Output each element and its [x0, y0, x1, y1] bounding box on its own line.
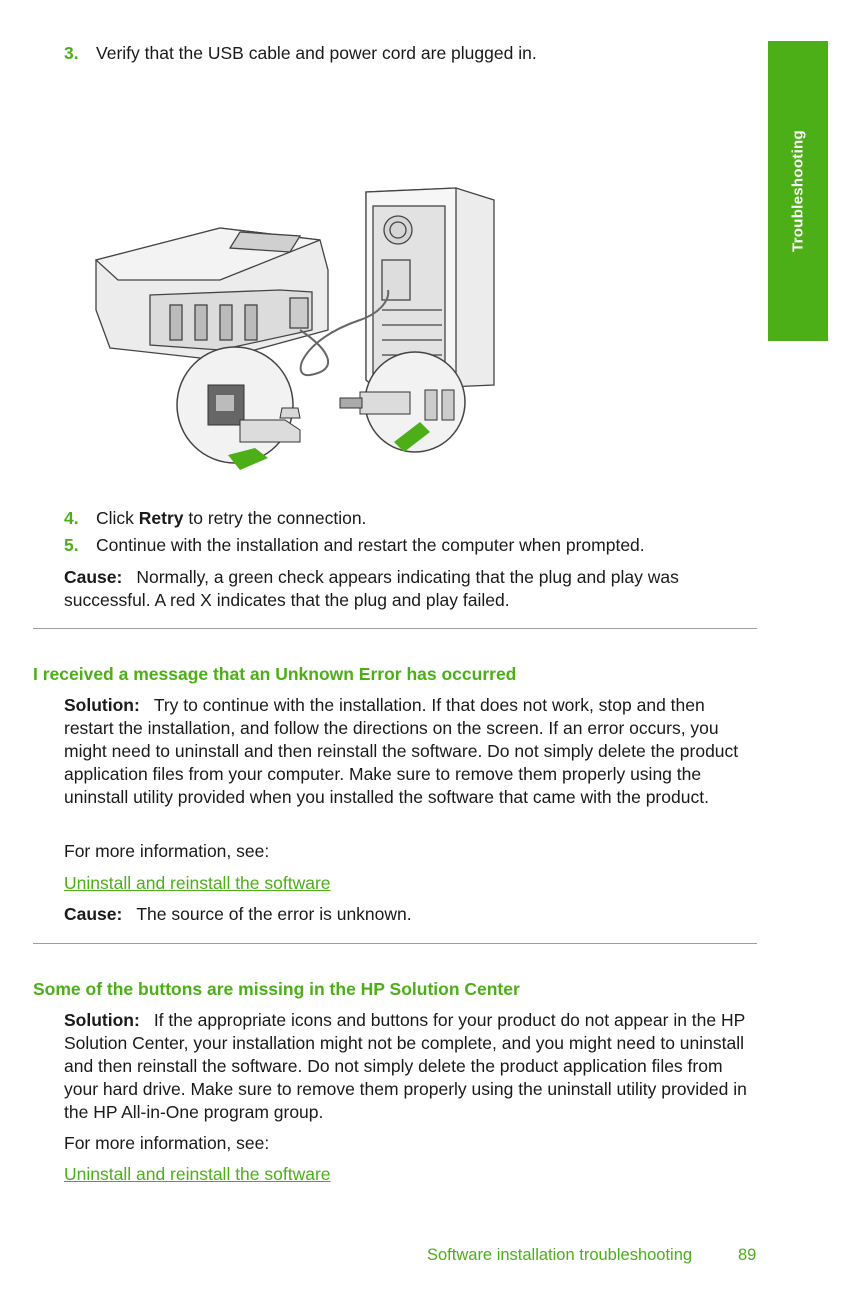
- printer-port-zoom: [177, 347, 300, 470]
- step-4: [64, 507, 366, 530]
- section-tab: [768, 41, 828, 341]
- usb-connection-illustration: [90, 180, 510, 470]
- section-heading-unknown-error: I received a message that an Unknown Error has occurred: [33, 664, 517, 684]
- solution-text: If the appropriate icons and buttons for your product do not appear in the HP Solution Center, your installation might not be complete, and you might need to uninstall and then reinstall the software. Do not simply delete the product application files from your hard drive. Make sure to remove them properly using the uninstall utility provided in the HP All-in-One program group.: [64, 1010, 747, 1122]
- computer-port-zoom: [340, 352, 465, 452]
- step-number: 5.: [64, 535, 79, 555]
- step-text-post: to retry the connection.: [183, 508, 367, 528]
- cause-paragraph: [64, 903, 758, 926]
- step-5: [64, 534, 645, 557]
- retry-label: Retry: [138, 508, 184, 528]
- solution-label: Solution:: [64, 1010, 140, 1030]
- cause-text: The source of the error is unknown.: [136, 904, 412, 924]
- section-heading-missing-buttons: Some of the buttons are missing in the HP Solution Center: [33, 979, 520, 999]
- section-tab-label: Troubleshooting: [789, 130, 807, 252]
- step-text-pre: Click: [96, 508, 139, 528]
- step-number: 3.: [64, 43, 79, 63]
- step-number: 4.: [64, 508, 79, 528]
- page-number: 89: [738, 1246, 757, 1264]
- printer-illustration: [96, 228, 328, 360]
- uninstall-reinstall-link[interactable]: Uninstall and reinstall the software: [64, 1164, 331, 1184]
- section-divider: [33, 628, 757, 629]
- step-3: [64, 42, 537, 65]
- cause-paragraph: [64, 566, 758, 612]
- cause-text: Normally, a green check appears indicating that the plug and play was successful. A red X indicates that the plug and play failed.: [64, 567, 679, 610]
- step-text: Verify that the USB cable and power cord are plugged in.: [96, 43, 537, 63]
- solution-label: Solution:: [64, 695, 140, 715]
- section-divider: [33, 943, 757, 944]
- solution-text: Try to continue with the installation. If that does not work, stop and then restart the installation, and follow the directions on the screen. If an error occurs, you might need to uninstall and then reinstall the software. Do not simply delete the product application files from your computer. Make sure to remove them properly using the uninstall utility provided when you installed the software that came with the product.: [64, 695, 739, 807]
- step-text: Continue with the installation and restart the computer when prompted.: [96, 535, 645, 555]
- cause-label: Cause:: [64, 567, 123, 587]
- solution-paragraph: [64, 1009, 758, 1124]
- uninstall-reinstall-link[interactable]: Uninstall and reinstall the software: [64, 873, 331, 893]
- solution-paragraph: [64, 694, 758, 809]
- more-info-text: For more information, see:: [64, 841, 270, 861]
- cause-label: Cause:: [64, 904, 123, 924]
- more-info-text: For more information, see:: [64, 1133, 270, 1153]
- footer-title: Software installation troubleshooting: [427, 1246, 693, 1264]
